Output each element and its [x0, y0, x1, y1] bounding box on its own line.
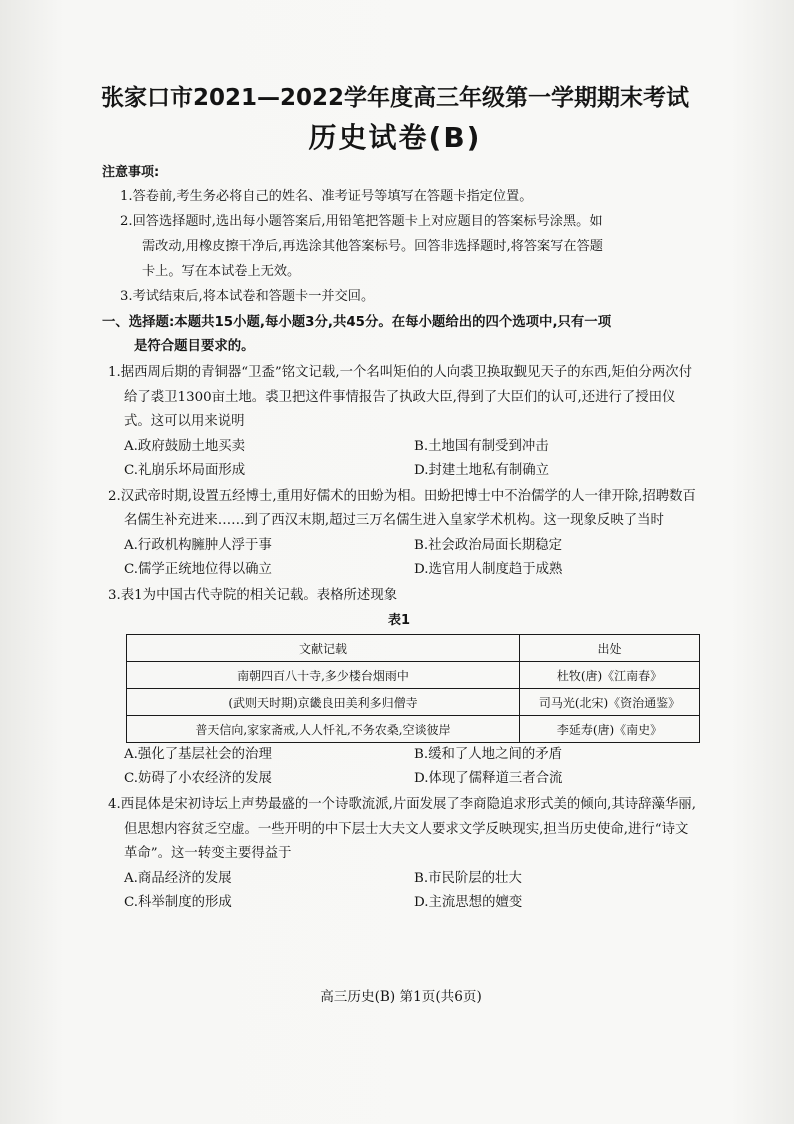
option-c: C.礼崩乐坏局面形成	[124, 462, 246, 478]
option-d: D.封建土地私有制确立	[414, 462, 550, 478]
option-b: B.市民阶层的壮大	[414, 870, 522, 886]
table-cell: 李延寿(唐)《南史》	[520, 716, 700, 743]
question-3	[108, 584, 698, 792]
option-b: B.缓和了人地之间的矛盾	[414, 747, 563, 762]
table-row	[127, 689, 700, 716]
question-text: 2.汉武帝时期,设置五经博士,重用好儒术的田蚡为相。田蚡把博士中不治儒学的人一律开除,招聘数百名儒生补充进来……到了西汉末期,超过三万名儒生进入皇家学术机构。这一现象反映了当时	[108, 488, 696, 528]
option-a: A.政府鼓励土地买卖	[124, 438, 246, 454]
table-title: 表1	[387, 613, 411, 628]
table-cell: 杜牧(唐)《江南春》	[520, 662, 700, 689]
option-c: C.妨碍了小农经济的发展	[124, 771, 272, 786]
question-text: 4.西昆体是宋初诗坛上声势最盛的一个诗歌流派,片面发展了李商隐追求形式美的倾向,其诗辞藻华丽,但思想内容贫乏空虚。一些开明的中下层士大夫文人要求文学反映现实,担当历史使命,进行“诗文革命”。这一转变主要得益于	[108, 797, 696, 861]
option-d: D.选官用人制度趋于成熟	[414, 561, 563, 577]
table-header-row	[127, 635, 700, 662]
section-line2: 是符合题目要求的。	[134, 339, 255, 354]
option-a: A.行政机构臃肿人浮于事	[124, 537, 272, 553]
table-cell: 司马光(北宋)《资治通鉴》	[520, 689, 700, 716]
table-header: 出处	[520, 635, 700, 662]
table-cell: 南朝四百八十寺,多少楼台烟雨中	[127, 662, 520, 689]
table-row	[127, 662, 700, 689]
exam-title: 张家口市2021—2022学年度高三年级第一学期期末考试	[100, 85, 690, 111]
option-a: A.商品经济的发展	[124, 870, 232, 886]
table-row	[127, 716, 700, 743]
question-2	[108, 485, 698, 582]
question-4	[108, 793, 698, 915]
option-d: D.主流思想的嬗变	[414, 894, 523, 910]
table-cell: (武则天时期)京畿良田美利多归僧寺	[127, 689, 520, 716]
records-table	[126, 634, 700, 743]
option-b: B.社会政治局面长期稳定	[414, 537, 563, 553]
exam-subtitle: 历史试卷(B)	[308, 121, 482, 154]
option-b: B.土地国有制受到冲击	[414, 438, 549, 454]
table-cell: 普天信向,家家斋戒,人人忏礼,不务农桑,空谈彼岸	[127, 716, 520, 743]
option-c: C.儒学正统地位得以确立	[124, 561, 272, 577]
table-header: 文献记载	[127, 635, 520, 662]
question-1	[108, 361, 698, 483]
question-text: 3.表1为中国古代寺院的相关记载。表格所述现象	[108, 587, 398, 603]
option-d: D.体现了儒释道三者合流	[414, 771, 563, 786]
option-list	[124, 534, 698, 582]
section-line1: 一、选择题:本题共15小题,每小题3分,共45分。在每小题给出的四个选项中,只有一项	[102, 315, 612, 330]
notice-item: 1.答卷前,考生务必将自己的姓名、准考证号等填写在答题卡指定位置。	[120, 189, 533, 204]
section-heading	[102, 311, 698, 359]
option-list	[124, 743, 698, 791]
notice-item-cont: 卡上。写在本试卷上无效。	[142, 264, 301, 279]
notice-item: 3.考试结束后,将本试卷和答题卡一并交回。	[120, 289, 375, 304]
option-a: A.强化了基层社会的治理	[124, 747, 272, 762]
notice-heading: 注意事项:	[102, 165, 160, 180]
page-footer: 高三历史(B) 第1页(共6页)	[320, 989, 482, 1005]
notice-item-cont: 需改动,用橡皮擦干净后,再选涂其他答案标号。回答非选择题时,将答案写在答题	[142, 239, 603, 254]
option-list	[124, 867, 698, 915]
notice-item: 2.回答选择题时,选出每小题答案后,用铅笔把答题卡上对应题目的答案标号涂黑。如	[120, 214, 603, 229]
question-text: 1.据西周后期的青铜器“卫盉”铭文记载,一个名叫矩伯的人向裘卫换取觐见天子的东西,矩伯分两次付给了裘卫1300亩土地。裘卫把这件事情报告了执政大臣,得到了大臣们的认可,还进行了授田仪式。这可以用来说明	[108, 365, 692, 429]
option-list	[124, 435, 698, 483]
option-c: C.科举制度的形成	[124, 894, 232, 910]
